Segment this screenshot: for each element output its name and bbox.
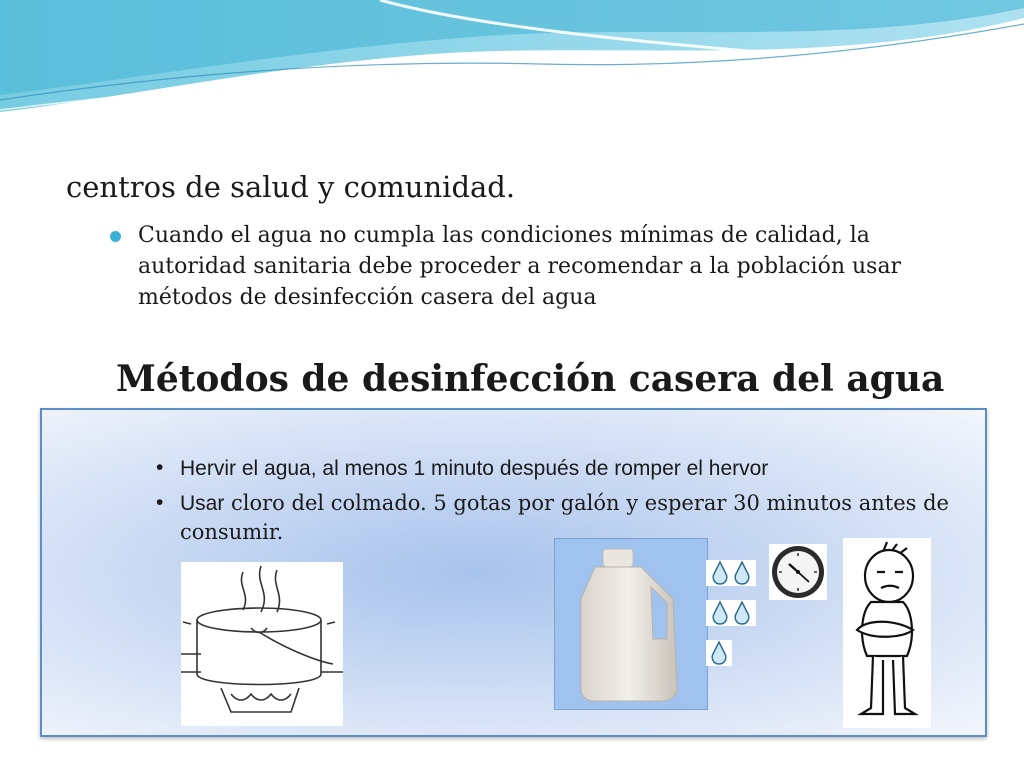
drops-row-1	[706, 560, 756, 586]
method-chlorine-lead: Usar	[180, 492, 225, 515]
water-drop-icon	[713, 602, 727, 624]
method-boil-text: Hervir el agua, al menos 1 minuto después de romper el hervor	[180, 457, 769, 480]
bullet-item	[110, 220, 970, 313]
gallon-jug-illustration	[554, 538, 708, 710]
water-drop-icon	[735, 562, 749, 584]
water-drop-icon	[712, 642, 726, 664]
clock-illustration	[769, 544, 827, 600]
drops-row-3	[706, 640, 732, 666]
method-boil	[154, 454, 974, 483]
methods-panel	[40, 408, 987, 737]
method-chlorine-text: cloro del colmado. 5 gotas por galón y esperar 30 minutos antes de consumir.	[180, 491, 949, 544]
header-wave-decoration	[0, 0, 1024, 130]
section-heading: Métodos de desinfección casera del agua	[116, 358, 945, 400]
clock-icon	[769, 544, 827, 600]
bullet-dot	[110, 231, 121, 242]
waiting-person-icon	[843, 538, 931, 728]
water-drop-icon	[735, 602, 749, 624]
list-bullet: •	[156, 491, 164, 514]
list-bullet: •	[156, 456, 164, 479]
waiting-person-illustration	[843, 538, 931, 728]
water-drop-icon	[713, 562, 727, 584]
boiling-pot-icon	[181, 562, 343, 726]
bullet-text: Cuando el agua no cumpla las condiciones mínimas de calidad, la autoridad sanitaria debe proceder a recomendar a la población usar métodos de desinfección casera del agua	[138, 223, 902, 310]
boiling-pot-illustration	[181, 562, 343, 726]
drops-row-2	[706, 600, 756, 626]
intro-text: centros de salud y comunidad.	[66, 170, 516, 204]
jug-icon	[555, 539, 707, 709]
